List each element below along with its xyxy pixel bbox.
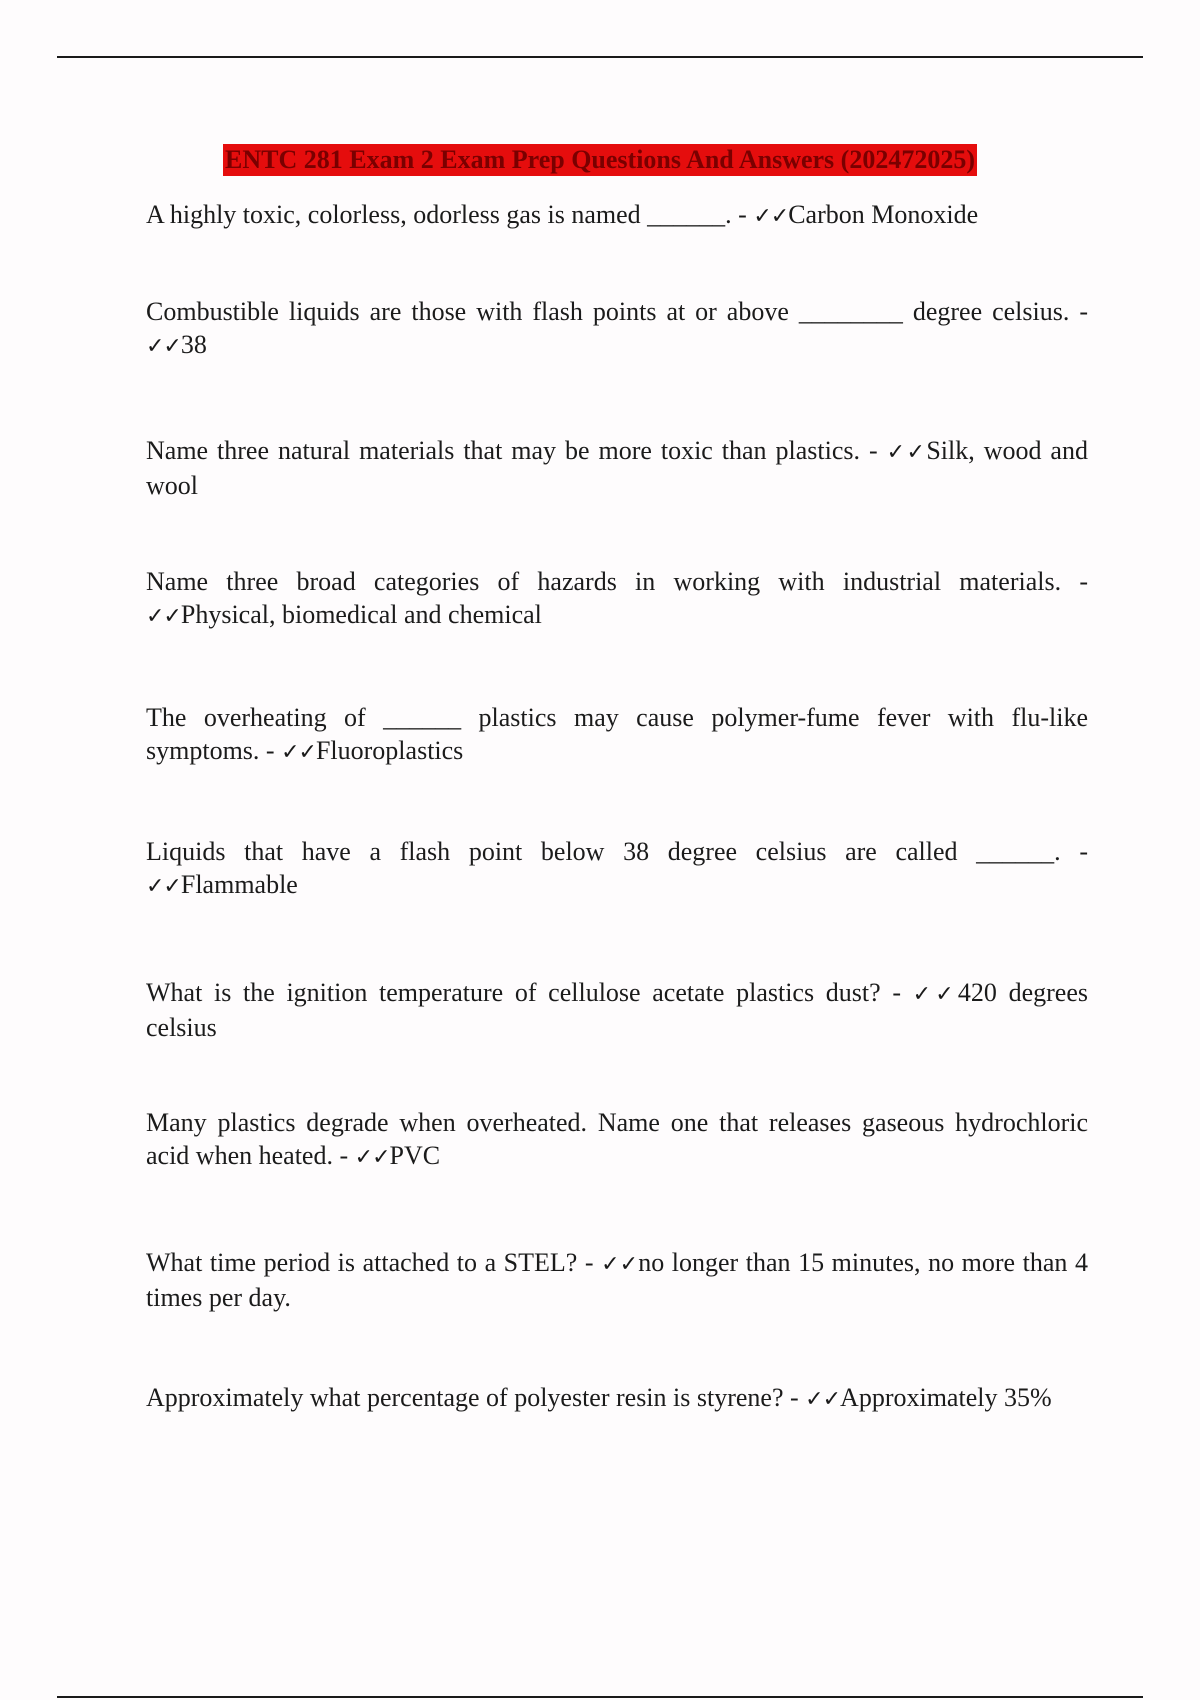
bottom-rule	[57, 1696, 1143, 1698]
question-text: The overheating of ______ plastics may cause polymer-fume fever with flu-like symptoms.	[146, 703, 1088, 765]
qa-item-10	[146, 1381, 1088, 1416]
separator: -	[1060, 837, 1088, 866]
top-rule	[57, 56, 1143, 58]
document-title: ENTC 281 Exam 2 Exam Prep Questions And Answers (202472025)	[225, 145, 975, 174]
qa-item-3	[146, 434, 1088, 502]
qa-item-2	[146, 295, 1088, 363]
double-check-icon: ✓✓	[912, 982, 958, 1007]
separator: -	[783, 1383, 806, 1412]
double-check-icon: ✓✓	[146, 604, 181, 629]
double-check-icon: ✓✓	[354, 1145, 390, 1170]
answer-text: Flammable	[180, 870, 298, 899]
double-check-icon: ✓✓	[281, 740, 316, 765]
question-text: Approximately what percentage of polyester resin is styrene?	[146, 1383, 784, 1412]
qa-item-7	[146, 976, 1088, 1044]
title-container	[0, 144, 1200, 176]
qa-item-1	[146, 198, 1088, 233]
question-text: What time period is attached to a STEL?	[146, 1248, 578, 1277]
qa-item-4	[146, 565, 1088, 633]
double-check-icon: ✓✓	[601, 1252, 639, 1277]
qa-item-5	[146, 701, 1088, 769]
double-check-icon: ✓✓	[753, 204, 789, 229]
answer-text: no longer than 15 minutes, no more than 4 times per day.	[146, 1248, 1088, 1312]
answer-text: Approximately 35%	[840, 1383, 1052, 1412]
qa-item-8	[146, 1106, 1088, 1174]
double-check-icon: ✓✓	[146, 874, 181, 899]
qa-item-6	[146, 835, 1088, 903]
separator: -	[1069, 297, 1088, 326]
answer-text: PVC	[389, 1141, 441, 1170]
double-check-icon: ✓✓	[886, 440, 927, 465]
answer-text: Carbon Monoxide	[788, 200, 979, 229]
question-text: Combustible liquids are those with flash points at or above ________ degree celsius.	[146, 297, 1070, 326]
separator: -	[860, 436, 887, 465]
separator: -	[577, 1248, 602, 1277]
question-text: Liquids that have a flash point below 38 degree celsius are called ______.	[146, 837, 1061, 866]
question-text: Name three broad categories of hazards in working with industrial materials.	[146, 567, 1062, 596]
separator: -	[880, 978, 913, 1007]
separator: -	[259, 736, 282, 765]
answer-text: Physical, biomedical and chemical	[180, 600, 542, 629]
question-text: Many plastics degrade when overheated. Name one that releases gaseous hydrochloric acid when heated.	[146, 1108, 1088, 1170]
separator: -	[731, 200, 754, 229]
answer-text: 38	[180, 330, 207, 359]
answer-text: Fluoroplastics	[315, 736, 464, 765]
question-text: A highly toxic, colorless, odorless gas is named ______.	[146, 200, 732, 229]
question-text: Name three natural materials that may be more toxic than plastics.	[146, 436, 860, 465]
double-check-icon: ✓✓	[146, 334, 181, 359]
question-text: What is the ignition temperature of cellulose acetate plastics dust?	[146, 978, 881, 1007]
answer-text: Silk, wood and wool	[146, 436, 1088, 500]
separator: -	[1061, 567, 1088, 596]
qa-item-9	[146, 1246, 1088, 1314]
separator: -	[332, 1141, 355, 1170]
double-check-icon: ✓✓	[805, 1387, 841, 1412]
answer-text: 420 degrees celsius	[146, 978, 1088, 1042]
